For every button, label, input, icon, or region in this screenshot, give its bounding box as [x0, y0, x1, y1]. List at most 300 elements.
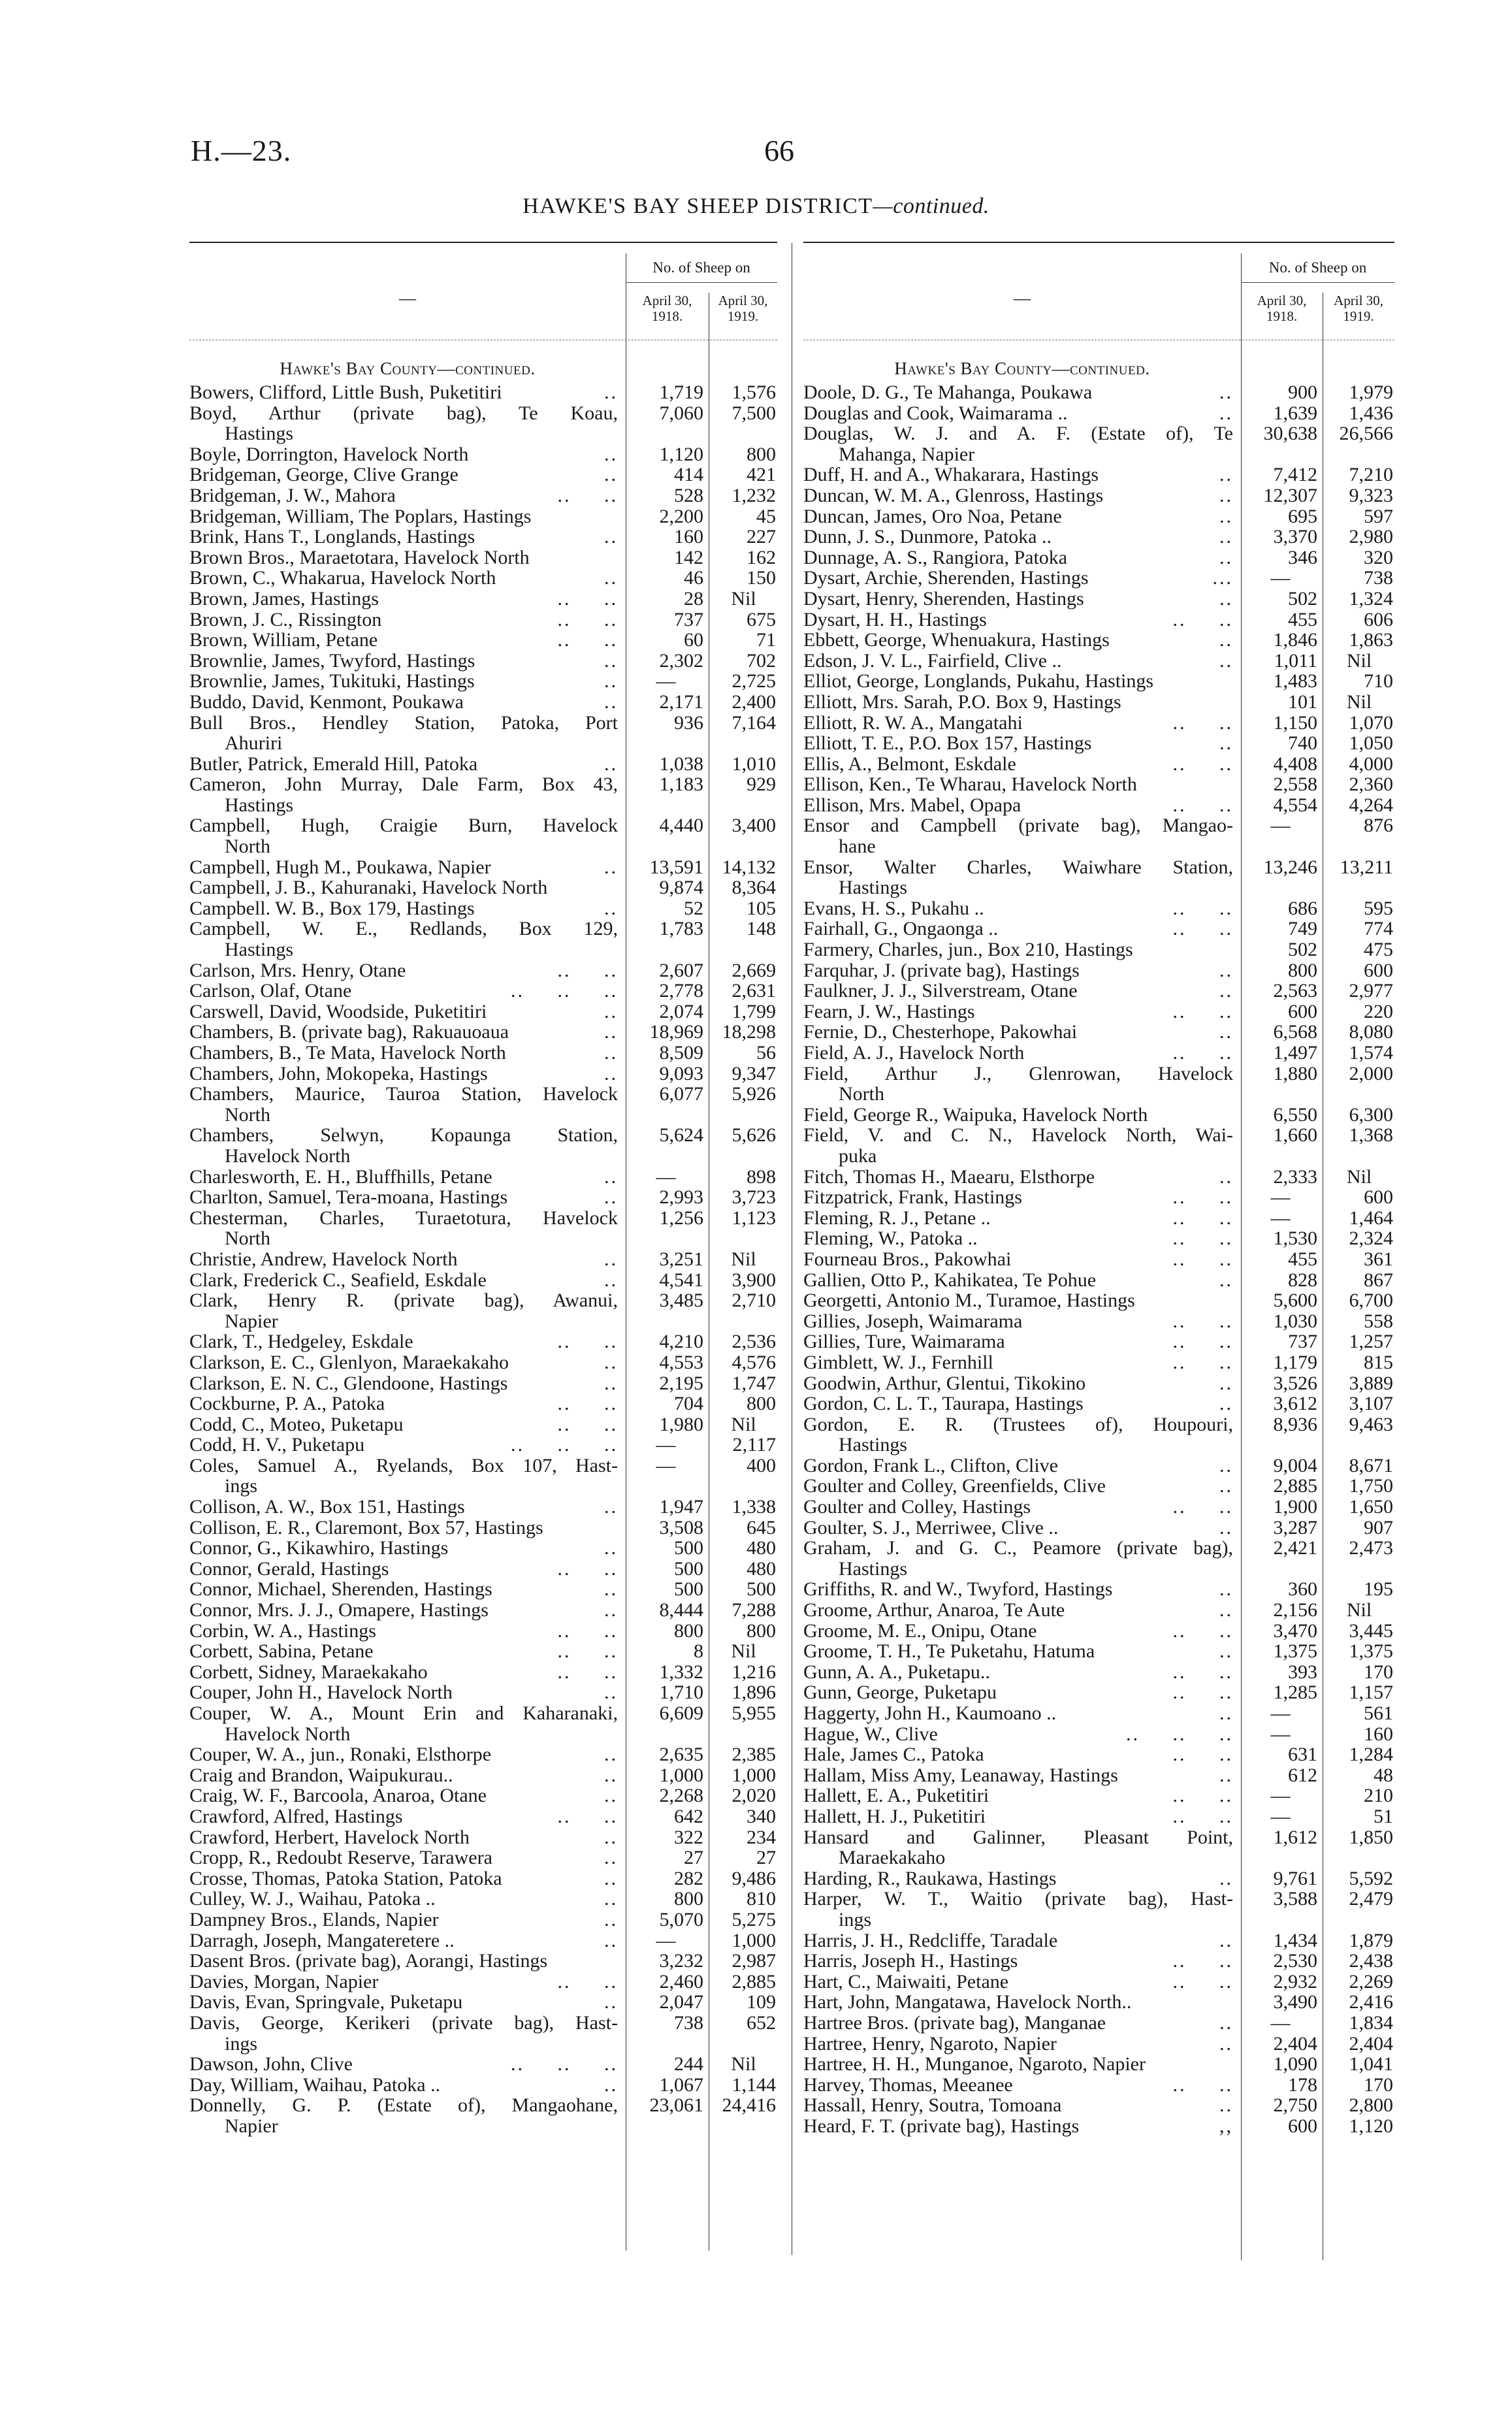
name-cell	[803, 485, 1233, 506]
table-row	[803, 1373, 1394, 1394]
sheep-count-1919: 45	[756, 505, 776, 527]
owner-name: Harding, R., Raukawa, Hastings	[803, 1867, 1057, 1889]
name-line	[803, 2116, 1233, 2137]
sheep-count-1919: 26,566	[1339, 423, 1393, 445]
sheep-count-1918: 800	[674, 1619, 703, 1642]
dot-leader: ..	[604, 1888, 618, 1910]
name-line	[189, 671, 618, 692]
sheep-count-1919: 710	[1364, 670, 1393, 692]
name-line	[803, 1785, 1233, 1806]
name-cell	[803, 2054, 1233, 2075]
sheep-count-1918: 686	[1288, 897, 1317, 919]
name-cell	[189, 1538, 618, 1559]
sheep-count-1918: 8,936	[1273, 1413, 1317, 1435]
sheep-count-1918: 800	[1288, 959, 1317, 981]
owner-name: Brown Bros., Maraetotara, Havelock North	[189, 546, 530, 568]
owner-name: Bowers, Clifford, Little Bush, Puketitiri	[189, 382, 502, 403]
name-cell	[189, 1889, 618, 1910]
dot-leader: ..	[604, 1165, 618, 1188]
owner-name: Duncan, W. M. A., Glenross, Hastings	[803, 484, 1104, 506]
owner-name: Elliott, Mrs. Sarah, P.O. Box 9, Hastings	[803, 691, 1121, 713]
name-line	[803, 1311, 1233, 1332]
sheep-count-1918: 2,333	[1273, 1165, 1317, 1188]
dot-leader: ..	[604, 1929, 618, 1951]
name-cell	[189, 857, 618, 878]
name-line	[803, 1270, 1233, 1291]
owner-name: Bridgeman, J. W., Mahora	[189, 484, 396, 506]
name-cell	[189, 671, 618, 692]
sheep-count-1919: 2,324	[1349, 1228, 1393, 1250]
table-row	[803, 1518, 1394, 1538]
title-main: HAWKE'S BAY SHEEP DISTRICT	[523, 194, 873, 218]
table-row	[189, 630, 777, 651]
table-row	[189, 403, 777, 444]
sheep-count-1918: 4,554	[1273, 794, 1317, 816]
name-cell	[803, 774, 1233, 795]
sheep-count-1919: 800	[747, 1393, 776, 1415]
sheep-count-1918: 455	[1288, 608, 1317, 630]
table-row	[803, 1621, 1394, 1642]
table-row	[189, 815, 777, 856]
owner-name: Boyle, Dorrington, Havelock North	[189, 443, 469, 465]
dot-leader: .. .. ..	[511, 2053, 618, 2075]
sheep-count-1918: 1,483	[1273, 670, 1317, 692]
table-row	[803, 2034, 1394, 2055]
table-row	[189, 464, 777, 485]
sheep-count-1918: 1,530	[1273, 1228, 1317, 1250]
name-cell	[189, 692, 618, 713]
name-line	[189, 1414, 618, 1435]
sheep-count-1918: 2,156	[1273, 1599, 1317, 1621]
name-cell	[803, 1579, 1233, 1600]
table-row	[189, 960, 777, 981]
sheep-count-1919: 8,364	[732, 877, 776, 899]
sheep-count-1918: —	[656, 1454, 676, 1476]
owner-name: Hartree, Henry, Ngaroto, Napier	[803, 2032, 1057, 2055]
name-line	[189, 1043, 618, 1064]
sheep-count-1919: Nil	[1346, 691, 1372, 713]
dot-leader: ..	[1219, 464, 1233, 486]
owner-name: Hallam, Miss Amy, Leanaway, Hastings	[803, 1764, 1118, 1786]
name-line	[189, 1393, 618, 1414]
table-row	[803, 1414, 1394, 1455]
owner-name-continued: puka	[839, 1145, 877, 1167]
name-cell	[803, 1270, 1233, 1291]
sheep-count-1919: 1,879	[1349, 1929, 1393, 1951]
name-line	[189, 1744, 618, 1765]
dot-leader: ..	[604, 1744, 618, 1766]
name-line	[803, 1476, 1233, 1497]
name-line	[189, 1001, 618, 1022]
name-line	[189, 1497, 618, 1518]
sheep-count-1919: 8,080	[1349, 1021, 1393, 1043]
owner-name: Collison, A. W., Box 151, Hastings	[189, 1496, 465, 1518]
sheep-count-1919: 475	[1364, 939, 1393, 961]
sheep-count-1919: 2,536	[732, 1331, 776, 1353]
sheep-count-1918: 160	[674, 526, 703, 548]
name-cell	[803, 2034, 1233, 2055]
name-cell	[803, 671, 1233, 692]
sheep-count-1919: Nil	[1346, 649, 1372, 672]
name-cell	[803, 651, 1233, 672]
owner-name: Codd, H. V., Puketapu	[189, 1434, 365, 1456]
owner-name: Cameron, John Murray, Dale Farm, Box 43,	[189, 773, 618, 796]
name-cell	[803, 382, 1233, 403]
sheep-count-1918: 3,508	[659, 1516, 703, 1538]
table-row	[189, 1373, 777, 1394]
sheep-count-1919: 162	[747, 546, 776, 568]
sheep-count-1919: 1,863	[1349, 629, 1393, 651]
table-row	[803, 1331, 1394, 1352]
owner-name: Coles, Samuel A., Ryelands, Box 107, Hast-	[189, 1454, 618, 1476]
dot-leader: ..	[604, 1062, 618, 1084]
name-line	[189, 589, 618, 610]
sheep-count-1918: 393	[1288, 1661, 1317, 1683]
table-row	[189, 1827, 777, 1848]
owner-name: Groome, T. H., Te Puketahu, Hatuma	[803, 1640, 1095, 1663]
owner-name-continued: Havelock North	[225, 1723, 351, 1745]
dot-leader: ..	[1219, 1165, 1233, 1188]
sheep-count-1918: 936	[674, 711, 703, 734]
name-cell	[189, 1559, 618, 1580]
name-line	[803, 1724, 1233, 1745]
table-row	[189, 1167, 777, 1188]
owner-name-continued: ings	[225, 1475, 258, 1497]
table-row	[803, 1043, 1394, 1064]
sheep-count-1919: 3,900	[732, 1269, 776, 1291]
dot-leader: .. ..	[557, 1393, 618, 1415]
name-line	[189, 2075, 618, 2096]
owner-name-continued: Hastings	[839, 1557, 907, 1580]
owner-name: Douglas and Cook, Waimarama ..	[803, 402, 1068, 424]
sheep-count-1919: 220	[1364, 1000, 1393, 1022]
sheep-count-1919: 2,117	[732, 1434, 776, 1456]
sheep-count-1919: 340	[747, 1805, 776, 1827]
table-row	[803, 423, 1394, 464]
table-row	[803, 2095, 1394, 2116]
sheep-count-1918: 2,302	[659, 649, 703, 672]
name-line	[189, 1765, 618, 1786]
name-cell	[189, 485, 618, 506]
sheep-count-1919: 1,157	[1349, 1682, 1393, 1704]
page-title	[0, 193, 1512, 220]
sheep-count-1919: 929	[747, 773, 776, 796]
table-row	[803, 1868, 1394, 1889]
name-line	[189, 857, 618, 878]
sheep-count-1919: 1,375	[1349, 1640, 1393, 1663]
sheep-count-1918: 3,470	[1273, 1619, 1317, 1642]
sheep-count-1918: —	[656, 1929, 676, 1951]
name-line	[803, 589, 1233, 610]
table-row	[189, 754, 777, 775]
table-row	[803, 1827, 1394, 1868]
owner-name: Fearn, J. W., Hastings	[803, 1000, 975, 1022]
dot-leader: .. .. ..	[1126, 1723, 1233, 1745]
name-cell	[189, 382, 618, 403]
owner-name-continued: ings	[225, 2032, 258, 2055]
owner-name: Gordon, C. L. T., Taurapa, Hastings	[803, 1393, 1084, 1415]
sheep-count-1919: 597	[1364, 505, 1393, 527]
sheep-count-1919: 1,284	[1349, 1744, 1393, 1766]
sheep-count-1919: 1,070	[1349, 711, 1393, 734]
name-cell	[803, 1476, 1233, 1497]
sheep-count-1918: 1,947	[659, 1496, 703, 1518]
dot-leader: ..	[604, 1042, 618, 1064]
sheep-count-1919: 7,500	[732, 402, 776, 424]
owner-name: Cockburne, P. A., Patoka	[189, 1393, 385, 1415]
sheep-count-1919: Nil	[731, 1413, 756, 1435]
owner-name-continued: North	[225, 836, 270, 858]
table-row	[189, 1208, 777, 1249]
table-row	[803, 403, 1394, 424]
name-line	[803, 403, 1233, 424]
name-cell	[189, 1868, 618, 1889]
owner-name-continued: Napier	[225, 1310, 278, 1332]
sheep-count-1918: 1,783	[659, 918, 703, 940]
sheep-count-1919: 1,464	[1349, 1207, 1393, 1229]
dot-leader: ..	[1219, 484, 1233, 506]
dot-leader: ..	[604, 382, 618, 403]
table-row	[803, 1208, 1394, 1229]
name-cell	[803, 1455, 1233, 1476]
sheep-count-1918: 1,150	[1273, 711, 1317, 734]
name-cell	[803, 898, 1233, 919]
table-row	[189, 1001, 777, 1022]
sheep-count-1918: 2,404	[1273, 2032, 1317, 2055]
name-cell	[189, 1682, 618, 1703]
sheep-count-1919: 1,120	[1349, 2115, 1393, 2137]
header-no-of-sheep: No. of Sheep on	[1268, 259, 1367, 276]
owner-name: Dampney Bros., Elands, Napier	[189, 1908, 439, 1930]
dot-leader: ..	[604, 1021, 618, 1043]
dot-leader: ..	[604, 1682, 618, 1704]
table-row	[803, 464, 1394, 485]
dot-leader: .. ..	[1172, 1351, 1233, 1373]
owner-name: Brown, J. C., Rissington	[189, 608, 382, 630]
owner-name: Fleming, W., Patoka ..	[803, 1228, 978, 1250]
name-line	[803, 1744, 1233, 1765]
owner-name: Ensor, Walter Charles, Waiwhare Station,	[803, 856, 1233, 878]
name-line	[803, 939, 1233, 960]
name-cell	[189, 1910, 618, 1930]
owner-name: Crawford, Herbert, Havelock North	[189, 1826, 470, 1848]
sheep-count-1918: 500	[674, 1537, 703, 1559]
sheep-count-1919: 2,020	[732, 1785, 776, 1807]
sheep-count-1919: 4,576	[732, 1351, 776, 1373]
name-cell	[803, 2075, 1233, 2096]
dot-leader: ..	[1219, 980, 1233, 1002]
sheep-count-1918: 7,412	[1273, 464, 1317, 486]
name-cell	[189, 2013, 618, 2054]
page-number: 66	[764, 134, 794, 167]
name-cell	[803, 2116, 1233, 2137]
owner-name: Davis, George, Kerikeri (private bag), Hast-	[189, 2011, 618, 2034]
owner-name: Graham, J. and G. C., Peamore (private bag),	[803, 1537, 1233, 1559]
table-row	[803, 1290, 1394, 1311]
name-cell	[189, 1064, 618, 1084]
sheep-count-1918: 6,609	[659, 1702, 703, 1724]
sheep-count-1918: 4,210	[659, 1331, 703, 1353]
name-cell	[803, 2013, 1233, 2034]
dot-leader: ..	[1219, 2094, 1233, 2117]
dot-leader: ..	[1219, 1702, 1233, 1724]
sheep-count-1919: 227	[747, 526, 776, 548]
sheep-count-1918: 1,612	[1273, 1826, 1317, 1848]
dot-leader: .. ..	[557, 1640, 618, 1663]
name-cell	[803, 1785, 1233, 1806]
sheep-count-1919: 3,107	[1349, 1393, 1393, 1415]
name-line	[803, 1208, 1233, 1229]
name-cell	[803, 1393, 1233, 1414]
dot-leader: ..	[604, 649, 618, 672]
sheep-count-1919: 2,980	[1349, 526, 1393, 548]
sheep-count-1919: 160	[1364, 1723, 1393, 1745]
sheep-count-1918: 1,900	[1273, 1496, 1317, 1518]
name-cell	[803, 960, 1233, 981]
table-row	[803, 1105, 1394, 1126]
sheep-count-1919: 5,626	[732, 1124, 776, 1146]
dot-leader: ..	[1219, 1516, 1233, 1538]
sheep-count-1918: 8,509	[659, 1042, 703, 1064]
sheep-count-1918: 23,061	[649, 2094, 703, 2117]
name-line	[803, 713, 1233, 734]
table-row	[189, 774, 777, 815]
sheep-count-1919: 645	[747, 1516, 776, 1538]
name-line	[189, 1022, 618, 1043]
sheep-count-1918: 2,558	[1273, 773, 1317, 796]
owner-name: Elliott, R. W. A., Mangatahi	[803, 711, 1023, 734]
table-row	[189, 444, 777, 465]
name-line	[189, 1951, 618, 1972]
name-line	[803, 610, 1233, 630]
sheep-count-1918: 455	[1288, 1248, 1317, 1270]
table-row	[803, 1064, 1394, 1105]
name-cell	[189, 1455, 618, 1497]
name-line	[189, 754, 618, 775]
dot-leader: .. ..	[557, 587, 618, 610]
sheep-count-1918: 46	[684, 567, 703, 589]
table-top-rule	[803, 242, 1394, 243]
sheep-count-1918: 749	[1288, 918, 1317, 940]
sheep-count-1919: 2,479	[1349, 1888, 1393, 1910]
owner-name: Faulkner, J. J., Silverstream, Otane	[803, 980, 1078, 1002]
table-row	[803, 919, 1394, 939]
name-line	[803, 1455, 1233, 1476]
name-cell	[803, 1765, 1233, 1786]
name-cell	[189, 1765, 618, 1786]
owner-name: Fourneau Bros., Pakowhai	[803, 1248, 1012, 1270]
name-cell	[189, 568, 618, 589]
table-row	[189, 2054, 777, 2075]
name-line	[189, 1187, 618, 1208]
sheep-count-1918: 500	[674, 1578, 703, 1601]
table-row	[803, 589, 1394, 610]
table-row	[803, 1476, 1394, 1497]
owner-name: Butler, Patrick, Emerald Hill, Patoka	[189, 753, 478, 775]
dot-leader: ..	[604, 1847, 618, 1869]
sheep-count-1919: 24,416	[722, 2094, 776, 2117]
sheep-count-1919: 480	[747, 1557, 776, 1580]
sheep-count-1919: 2,473	[1349, 1537, 1393, 1559]
sheep-count-1918: 4,440	[659, 815, 703, 837]
table-row	[189, 1270, 777, 1291]
name-line	[803, 1167, 1233, 1188]
dot-leader: ..	[1219, 382, 1233, 403]
sheep-count-1918: 2,200	[659, 505, 703, 527]
owner-name: Donnelly, G. P. (Estate of), Mangaohane,	[189, 2094, 618, 2117]
dot-leader: ..	[1219, 1929, 1233, 1951]
table-row	[803, 1270, 1394, 1291]
name-cell	[803, 1662, 1233, 1683]
owner-name: Clarkson, E. C., Glenlyon, Maraekakaho	[189, 1351, 509, 1373]
sheep-count-1918: 27	[684, 1847, 703, 1869]
name-line	[189, 960, 618, 981]
dot-leader: ..	[604, 691, 618, 713]
name-cell	[189, 815, 618, 856]
owner-name: Ensor and Campbell (private bag), Mangao-	[803, 815, 1233, 837]
table-row	[189, 1806, 777, 1827]
name-cell	[803, 713, 1233, 734]
name-cell	[189, 919, 618, 960]
table-row	[803, 1187, 1394, 1208]
sheep-count-1918: 2,932	[1273, 1970, 1317, 1992]
dot-leader: ..	[1219, 402, 1233, 424]
sheep-count-1918: 4,553	[659, 1351, 703, 1373]
owner-name: Couper, W. A., jun., Ronaki, Elsthorpe	[189, 1744, 492, 1766]
owner-name-continued: Hastings	[225, 423, 293, 445]
sheep-count-1918: 142	[674, 546, 703, 568]
dot-leader: ..	[1219, 1021, 1233, 1043]
name-line	[803, 485, 1233, 506]
name-cell	[189, 1022, 618, 1043]
name-line	[803, 1331, 1233, 1352]
sheep-count-1919: 105	[747, 897, 776, 919]
name-cell	[803, 1951, 1233, 1972]
sheep-count-1919: 480	[747, 1537, 776, 1559]
name-cell	[803, 1228, 1233, 1249]
table-row	[803, 1455, 1394, 1476]
header-name-column: —	[399, 289, 416, 308]
table-row	[803, 1744, 1394, 1765]
owner-name: Harris, Joseph H., Hastings	[803, 1950, 1018, 1972]
sheep-count-1918: 1,660	[1273, 1124, 1317, 1146]
sheep-count-1918: 2,460	[659, 1970, 703, 1992]
header-subrule	[1241, 282, 1394, 283]
table-row	[803, 1022, 1394, 1043]
sheep-count-1918: 612	[1288, 1764, 1317, 1786]
name-line	[189, 1579, 618, 1600]
sheep-count-1918: 414	[674, 464, 703, 486]
owner-name: Crosse, Thomas, Patoka Station, Patoka	[189, 1867, 502, 1889]
name-line	[803, 2013, 1233, 2034]
name-cell	[803, 423, 1233, 464]
table-row	[189, 1064, 777, 1084]
header-april-1919: April 30, 1919.	[718, 293, 768, 324]
section-heading: Hawke's Bay County—continued.	[280, 359, 536, 378]
sheep-count-1918: —	[1270, 567, 1291, 589]
sheep-count-1918: —	[1270, 1207, 1291, 1229]
name-cell	[189, 1785, 618, 1806]
name-line	[189, 1538, 618, 1559]
sheep-count-1918: 12,307	[1263, 484, 1317, 506]
sheep-count-1919: 600	[1364, 1186, 1393, 1209]
table-row	[189, 877, 777, 898]
owner-name: Chambers, Maurice, Tauroa Station, Havelock	[189, 1083, 618, 1105]
owner-name: Davis, Evan, Springvale, Puketapu	[189, 1991, 463, 2013]
owner-name: Ellison, Ken., Te Wharau, Havelock North	[803, 773, 1137, 796]
sheep-count-1918: 5,600	[1273, 1290, 1317, 1312]
sheep-count-1918: 1,332	[659, 1661, 703, 1683]
